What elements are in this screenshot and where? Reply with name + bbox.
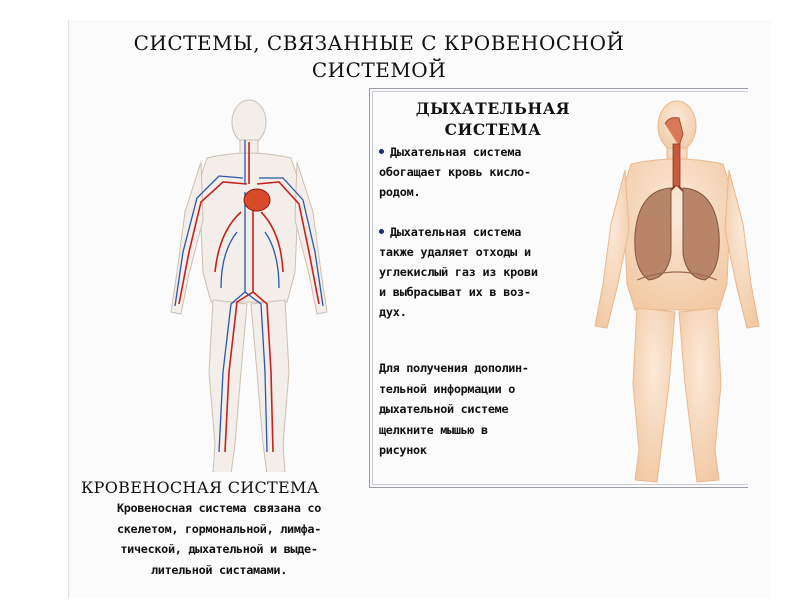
respiratory-heading-line-1: ДЫХАТЕЛЬНАЯ [415, 99, 571, 118]
bullet-1-line-1: Дыхательная система [390, 145, 522, 159]
bullet-2-line-5: дух. [379, 305, 407, 319]
note-line-5: рисунок [379, 443, 427, 457]
note-line-4: щелкните мышью в [379, 422, 488, 437]
note-line-3: дыхательной системе [379, 402, 509, 416]
bullet-2-line-4: и выбрасыват их в воз- [379, 285, 531, 299]
respiratory-heading-line-2: СИСТЕМА [444, 120, 542, 139]
title-line-1: СИСТЕМЫ, СВЯЗАННЫЕ С КРОВЕНОСНОЙ [133, 31, 625, 55]
page-title [69, 30, 689, 84]
bullet-1-line-2: обогащает кровь кисло- [379, 165, 531, 179]
note-line-2: тельной информации о [379, 381, 516, 396]
respiratory-bullet-1 [379, 142, 599, 202]
respiratory-bullet-2 [379, 222, 599, 322]
bullet-2-line-3: углекислый газ из крови [379, 265, 538, 279]
circulatory-line-1: Кровеносная система связана со [116, 501, 322, 515]
circulatory-system-figure[interactable] [149, 92, 349, 484]
bullet-icon [379, 229, 384, 234]
respiratory-system-figure[interactable] [587, 94, 777, 484]
respiratory-click-note [379, 358, 599, 461]
note-line-1: Для получения дополин- [379, 361, 529, 375]
circulatory-line-3: тической, дыхательной и выде- [120, 542, 318, 556]
bullet-icon [379, 149, 384, 154]
slide [68, 20, 771, 598]
circulatory-line-4: лительной систамами. [150, 562, 288, 577]
bullet-1-line-3: родом. [379, 185, 421, 199]
respiratory-heading [369, 98, 617, 140]
bullet-2-line-2: также удаляет отходы и [379, 245, 531, 259]
circulatory-heading: КРОВЕНОСНАЯ СИСТЕМА [81, 478, 320, 497]
circulatory-line-2: скелетом, гормональной, лимфа- [116, 521, 322, 536]
bullet-2-line-1: Дыхательная система [390, 225, 522, 239]
circulatory-description [81, 498, 357, 580]
title-line-2: СИСТЕМОЙ [311, 58, 447, 82]
